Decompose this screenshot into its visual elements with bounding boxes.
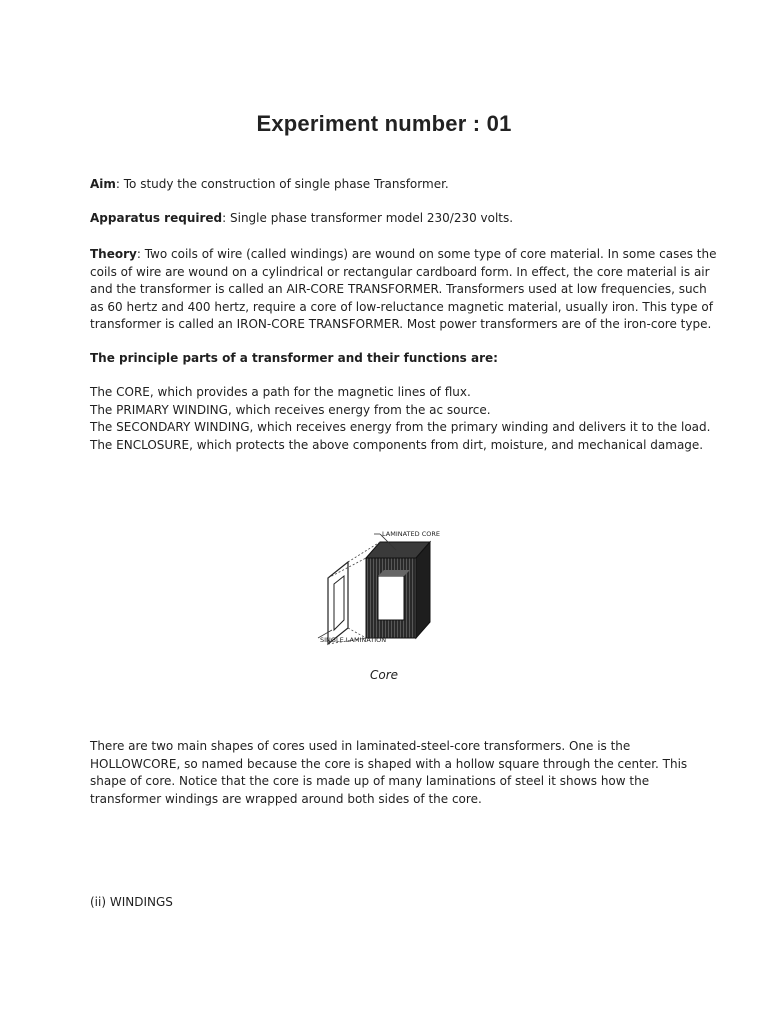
cores-line: HOLLOWCORE, so named because the core is shaped with a hollow square through the center. This [90,756,688,771]
parts-heading-text: The principle parts of a transformer and their functions are: [90,351,498,365]
apparatus-text: : Single phase transformer model 230/230 volts. [222,211,514,225]
parts-list [90,384,711,454]
theory-line: transformer is called an IRON-CORE TRANSFORMER. Most power transformers are of the iron-core type. [90,317,712,331]
list-item: The PRIMARY WINDING, which receives energy from the ac source. [90,402,491,417]
laminated-core-illustration [288,522,478,650]
list-item: The CORE, which provides a path for the magnetic lines of flux. [90,385,471,399]
parts-heading [90,350,690,368]
list-item: The ENCLOSURE, which protects the above components from dirt, moisture, and mechanical damage. [90,437,704,452]
aim-label: Aim [90,177,116,191]
aim-paragraph [90,176,690,194]
cores-paragraph [90,738,690,808]
theory-paragraph [90,246,717,334]
core-figure [288,522,478,650]
theory-line: coils of wire are wound on a cylindrical or rectangular cardboard form. In effect, the core material is air [90,264,710,279]
windings-heading-text: (ii) WINDINGS [90,895,173,909]
page-title: Experiment number : 01 [256,111,512,136]
theory-label: Theory [90,247,137,261]
list-item: The SECONDARY WINDING, which receives energy from the primary winding and delivers it to the load. [90,420,711,434]
apparatus-paragraph [90,210,690,228]
figure-label-single-lamination: SINGLE LAMINATION [320,636,387,644]
cores-line: shape of core. Notice that the core is made up of many laminations of steel it shows how the [90,774,650,788]
theory-line: : Two coils of wire (called windings) are wound on some type of core material. In some cases the [136,247,717,261]
figure-caption: Core [369,668,399,682]
cores-line: There are two main shapes of cores used in laminated-steel-core transformers. One is the [90,739,631,753]
cores-line: transformer windings are wrapped around both sides of the core. [90,791,482,806]
theory-line: as 60 hertz and 400 hertz, require a core of low-reluctance magnetic material, usually iron. This type of [90,299,713,314]
apparatus-label: Apparatus required [90,211,223,225]
aim-text: : To study the construction of single phase Transformer. [115,177,449,191]
theory-line: and the transformer is called an AIR-CORE TRANSFORMER. Transformers used at low frequencies, such [90,282,707,296]
figure-label-laminated-core: LAMINATED CORE [382,530,440,538]
windings-heading [90,894,690,912]
